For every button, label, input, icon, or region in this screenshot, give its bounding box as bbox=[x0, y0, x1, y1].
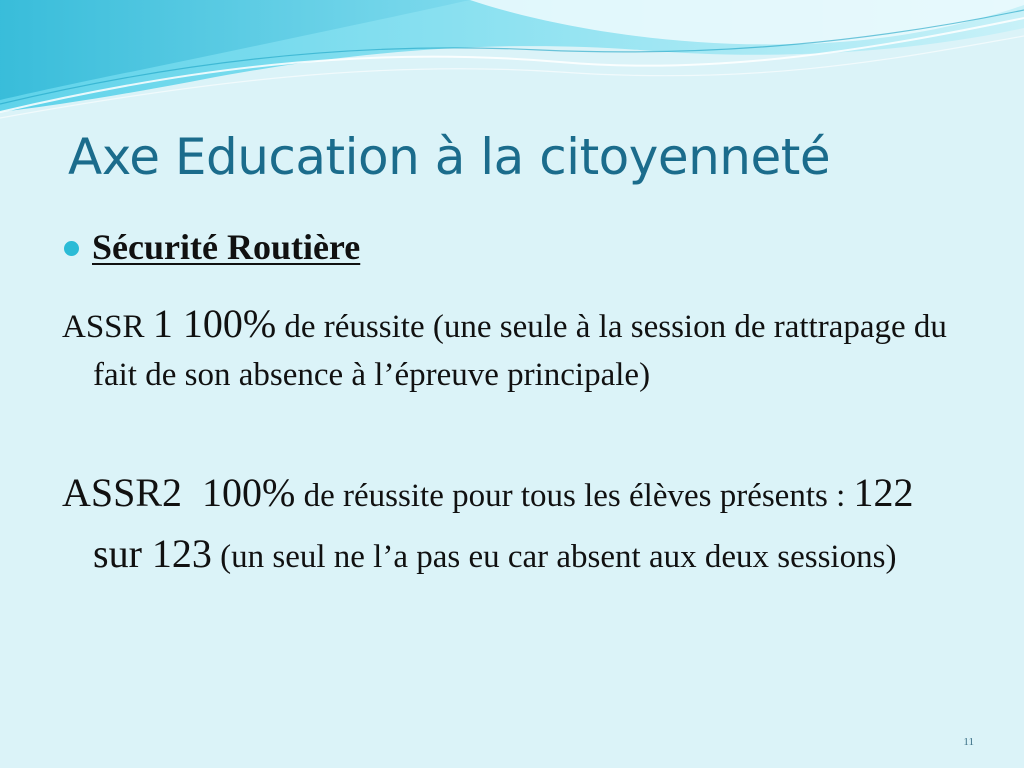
section-heading: Sécurité Routière bbox=[92, 227, 361, 267]
assr-paragraph bbox=[62, 300, 962, 399]
assr2-paragraph bbox=[62, 464, 962, 586]
assr2-label: ASSR2 100% bbox=[62, 470, 296, 515]
bullet-icon bbox=[64, 241, 79, 256]
slide-title: Axe Education à la citoyenneté bbox=[68, 128, 831, 186]
assr-label: ASSR bbox=[62, 309, 153, 345]
assr-result: 1 100% bbox=[152, 301, 277, 346]
assr2-text-b: (un seul ne l’a pas eu car absent aux deux sessions) bbox=[211, 539, 897, 575]
page-number: 11 bbox=[963, 736, 974, 748]
assr2-count: 122 sur 123 bbox=[93, 470, 914, 576]
bullet-item bbox=[64, 226, 360, 268]
decorative-wave-header bbox=[0, 0, 1024, 130]
assr2-text-a: de réussite pour tous les élèves présents : bbox=[295, 478, 854, 514]
assr-text: de réussite (une seule à la session de rattrapage du fait de son absence à l’épreuve principale) bbox=[93, 309, 947, 393]
